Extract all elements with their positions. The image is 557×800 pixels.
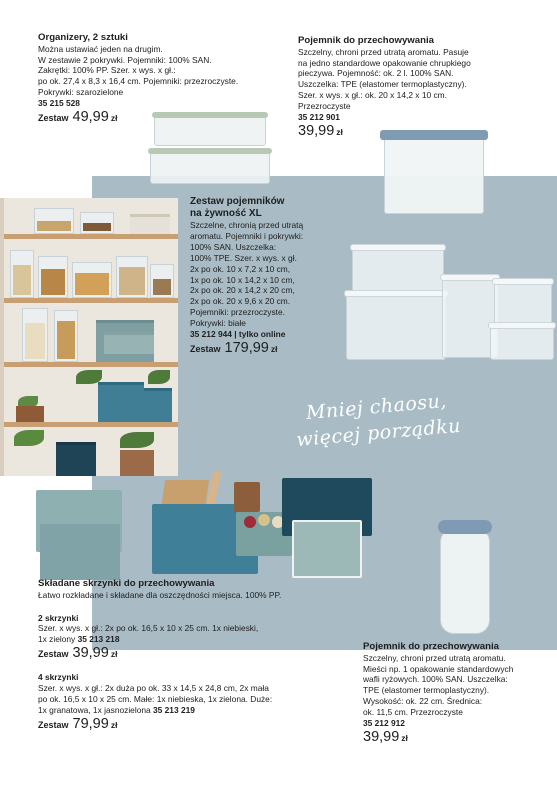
container-bottom-line: Wysokość: ok. 22 cm. Średnica: (363, 696, 483, 707)
jar (72, 262, 112, 298)
utensil-holder (234, 482, 260, 512)
price-currency: zł (270, 343, 278, 354)
container-bottom-line: Mieści np. 1 opakowanie standardowych (363, 663, 514, 674)
container-bottom-image (436, 518, 494, 636)
food-set-line: 100% SAN. Uszczelka: (190, 241, 277, 252)
organizer-container (154, 114, 266, 146)
organizers-title: Organizery, 2 sztuki (38, 32, 128, 43)
container-top-line: pieczywa. Pojemność: ok. 2 l. 100% SAN. (298, 68, 454, 79)
price-value: 79,99 (72, 715, 109, 732)
price-currency: zł (110, 649, 118, 660)
jar (22, 308, 48, 362)
container-top-line: na jedno standardowe opakowanie chrupkiego (298, 57, 471, 68)
price-currency: zł (110, 719, 118, 730)
price-currency: zł (336, 126, 343, 137)
container-bottom-title: Pojemnik do przechowywania (363, 641, 499, 652)
set-container (490, 326, 554, 360)
organizer-container (150, 150, 270, 184)
set-container (352, 248, 444, 292)
organizers-line: Można ustawiać jeden na drugim. (38, 43, 163, 54)
plant-leaf (120, 432, 154, 448)
food-set-line: 2x po ok. 10 x 7,2 x 10 cm, (190, 263, 291, 274)
price-label: Zestaw (38, 113, 69, 124)
crates-4-code: 35 213 219 (153, 704, 195, 715)
crates-image (30, 460, 375, 586)
plant-leaf (14, 430, 44, 446)
container-bottom-line: Szczelny, chroni przed utratą aromatu. (363, 652, 506, 663)
price-value: 39,99 (363, 728, 400, 745)
container-top-line: Przezroczyste (298, 101, 351, 112)
container-top-image (378, 128, 490, 218)
round-container-lid (438, 520, 492, 534)
price-label: Zestaw (38, 719, 69, 730)
pantry-shelf-photo (0, 198, 178, 476)
jar (116, 256, 148, 298)
food-set-line: Szczelne, chronią przed utratą (190, 220, 304, 230)
crates-description (38, 578, 338, 731)
price-label: Zestaw (38, 649, 69, 660)
slogan-line: Mniej chaosu, (305, 389, 448, 425)
food-set-line: 2x po ok. 20 x 14,2 x 20 cm, (190, 285, 295, 296)
shelf-board (4, 298, 178, 303)
crates-2-line: Szer. x wys. x gł.: 2x po ok. 16,5 x 10 x 25 cm. 1x niebieski, (38, 623, 259, 634)
crates-2-price (38, 645, 338, 662)
container-bottom-line: ok. 11,5 cm. Przezroczyste (363, 707, 463, 718)
organizers-line: Pokrywki: szarozielone (38, 87, 124, 98)
jar (34, 208, 74, 234)
crates-4-line: 1x granatowa, 1x jasnozielona (38, 704, 151, 715)
crates-intro: Łatwo rozkładane i składane dla oszczędności miejsca. 100% PP. (38, 589, 282, 600)
crate (104, 332, 154, 354)
set-container (494, 282, 552, 324)
food-set-image (344, 240, 557, 364)
container-top-description (298, 35, 513, 138)
container-top-line: Szer. x wys. x gł.: ok. 20 x 14,2 x 10 cm. (298, 90, 447, 101)
container-bottom-code: 35 212 912 (363, 718, 405, 729)
food-set-line: 1x po ok. 10 x 14,2 x 10 cm, (190, 274, 295, 285)
jar (10, 250, 34, 298)
crates-4-title: 4 skrzynki (38, 672, 79, 683)
price-label: Zestaw (190, 343, 221, 354)
crates-4-line: Szer. x wys. x gł.: 2x duża po ok. 33 x 14,5 x 24,8 cm, 2x mała (38, 683, 269, 694)
crates-2-code: 35 213 218 (77, 634, 120, 645)
set-container (346, 294, 446, 360)
organizers-line: W zestawie 2 pokrywki. Pojemniki: 100% SAN. (38, 54, 212, 65)
crates-4-price (38, 715, 338, 732)
container-top-line: Szczelny, chroni przed utratą aromatu. Pasuje (298, 46, 469, 57)
organizer-lid (152, 112, 268, 118)
set-lid (492, 278, 554, 285)
set-lid (350, 244, 446, 251)
crate (144, 388, 172, 422)
jar (150, 264, 174, 298)
onion (258, 514, 270, 526)
slogan-line: więcej porządku (295, 414, 462, 452)
bread-container (384, 136, 484, 214)
price-currency: zł (401, 732, 408, 743)
jar (54, 310, 78, 362)
crates-2-title: 2 skrzynki (38, 612, 79, 623)
food-set-description (190, 196, 340, 355)
crates-2-line: 1x zielony (38, 634, 76, 645)
plant-leaf (148, 370, 170, 384)
set-lid (440, 274, 500, 281)
food-set-title: Zestaw pojemników (190, 196, 285, 207)
shelf-board (4, 422, 178, 427)
set-lid (488, 322, 556, 329)
jar (80, 212, 114, 234)
price-currency: zł (110, 113, 118, 124)
crates-4-line: po ok. 16,5 x 10 x 25 cm. Małe: 1x niebieska, 1x zielona. Duże: (38, 693, 273, 704)
online-only-label: | tylko online (234, 329, 286, 340)
crates-title: Składane skrzynki do przechowywania (38, 578, 215, 589)
food-set-code: 35 212 944 (190, 329, 232, 340)
plates (130, 214, 170, 234)
food-set-price (190, 339, 340, 356)
container-bottom-line: TPE (elastomer termoplastyczny). (363, 685, 490, 696)
shelf-board (4, 362, 178, 367)
organizer-lid (148, 148, 272, 154)
plant-pot (16, 406, 44, 422)
round-container (440, 528, 490, 634)
price-value: 39,99 (298, 122, 335, 139)
onion (244, 516, 256, 528)
container-top-title: Pojemnik do przechowywania (298, 35, 434, 46)
container-bottom-description (363, 641, 543, 744)
price-value: 39,99 (72, 645, 109, 662)
container-top-line: Uszczelka: TPE (elastomer termoplastyczny). (298, 79, 467, 90)
food-set-line: Pokrywki: białe (190, 318, 246, 329)
crate (40, 524, 120, 580)
bread-container-lid (380, 130, 488, 140)
food-set-line: Pojemniki: przezroczyste. (190, 307, 285, 318)
price-value: 49,99 (72, 109, 109, 126)
organizers-line: Zakrętki: 100% PP. Szer. x wys. x gł.: (38, 65, 176, 76)
food-set-line: 2x po ok. 20 x 9,6 x 20 cm. (190, 296, 291, 307)
crate (98, 382, 144, 422)
crate (292, 520, 362, 578)
set-lid (344, 290, 448, 297)
container-top-code: 35 212 901 (298, 112, 340, 123)
food-set-title: na żywność XL (190, 208, 262, 219)
container-bottom-price (363, 728, 543, 745)
food-set-line: 100% TPE. Szer. x wys. x gł. (190, 252, 297, 263)
organizers-image (148, 108, 273, 186)
food-set-line: aromatu. Pojemniki i pokrywki: (190, 230, 304, 241)
shelf-board (4, 234, 178, 239)
container-bottom-line: wafli ryżowych. 100% SAN. Uszczelka: (363, 674, 508, 685)
organizers-line: po ok. 27,4 x 8,3 x 16,4 cm. Pojemniki: przezroczyste. (38, 76, 239, 87)
organizers-code: 35 215 528 (38, 98, 80, 109)
jar (38, 256, 68, 298)
price-value: 179,99 (224, 339, 269, 356)
